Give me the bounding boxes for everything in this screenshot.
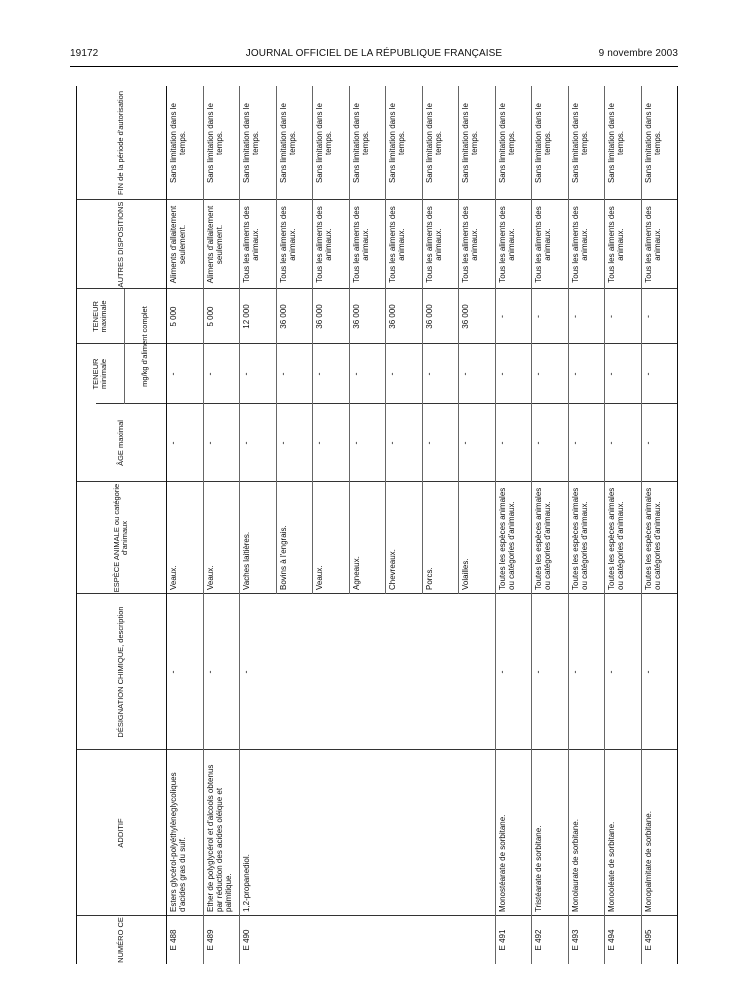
cell-autres: Aliments d'allaitement seulement. [205,205,224,284]
cell-autres: Aliments d'allaitement seulement. [169,205,187,284]
cell-teneur-min: - [496,372,507,376]
cell-age: - [460,441,470,445]
cell-teneur-max: - [642,315,653,318]
cell-teneur-max: 36 000 [461,304,470,329]
column-divider [96,403,677,404]
cell-teneur-max: 36 000 [351,304,361,329]
header-fin: FIN de la période d'autorisation [116,91,125,195]
cell-espece: Veaux. [169,565,178,590]
cell-age: - [423,441,434,445]
header-teneur-max: TENEUR maximale [91,300,108,333]
cell-autres: Tous les aliments des animaux. [570,206,589,283]
cell-age: - [314,441,324,445]
cell-age: - [241,441,251,445]
cell-designation: - [533,670,543,674]
cell-autres: Tous les aliments des animaux. [643,206,662,283]
cell-fin: Sans limitation dans le temps. [205,102,224,184]
cell-autres: Tous les aliments des animaux. [315,206,333,283]
cell-espece: Toutes les espèces animales ou catégories d'animaux. [497,487,516,590]
cell-espece: Toutes les espèces animales ou catégories d'animaux. [534,487,552,590]
cell-teneur-max: 36 000 [424,304,434,329]
cell-designation: - [168,670,178,674]
cell-autres: Tous les aliments des animaux. [461,206,479,283]
cell-additif: Monostéarate de sorbitane. [497,814,507,912]
cell-espece: Porcs. [424,567,434,590]
header-espece: ESPÈCE ANIMALE ou catégorie d'animaux [112,483,129,593]
cell-teneur-min: - [460,372,470,376]
cell-age: - [606,441,616,445]
header-additif: ADDITIF [116,818,125,848]
cell-autres: Tous les aliments des animaux. [534,206,552,283]
cell-fin: Sans limitation dans le temps. [242,102,260,184]
cell-espece: Vaches laitières. [242,531,251,590]
cell-fin: Sans limitation dans le temps. [570,102,589,184]
cell-autres: Tous les aliments des animaux. [607,206,625,283]
header-designation: DÉSIGNATION CHIMIQUE, description [116,606,125,738]
cell-teneur-min: - [350,372,361,376]
cell-numero: E 495 [643,929,653,951]
cell-fin: Sans limitation dans le temps. [607,102,625,184]
cell-age: - [496,441,507,445]
cell-teneur-min: - [533,372,543,376]
cell-teneur-max: 12 000 [242,304,251,329]
cell-numero: E 490 [242,929,251,951]
cell-fin: Sans limitation dans le temps. [424,102,443,184]
cell-teneur-min: - [423,372,434,376]
cell-additif: Monooléate de sorbitane. [607,821,616,912]
cell-fin: Sans limitation dans le temps. [278,102,297,184]
cell-additif: Monolaurate de sorbitane. [570,819,580,912]
cell-espece: Bovins à l'engrais. [278,525,288,590]
rotated-table-container [76,86,681,964]
cell-autres: Tous les aliments des animaux. [278,206,297,283]
cell-fin: Sans limitation dans le temps. [351,102,370,184]
cell-teneur-max: 5 000 [205,306,215,327]
cell-autres: Tous les aliments des animaux. [351,206,370,283]
cell-age: - [350,441,361,445]
header-unite: mg/kg d'aliment complet [140,306,149,387]
header-rule [70,66,678,67]
cell-additif: Monopalmitate de sorbitane. [643,811,653,912]
cell-designation: - [606,670,616,674]
cell-fin: Sans limitation dans le temps. [461,102,479,184]
cell-teneur-min: - [241,372,251,376]
cell-espece: Toutes les espèces animales ou catégories d'animaux. [607,487,625,590]
cell-age: - [204,441,215,445]
cell-espece: Agneaux. [351,556,361,590]
cell-numero: E 492 [534,929,543,951]
publication-date: 9 novembre 2003 [598,48,678,59]
cell-designation: - [569,670,580,674]
cell-teneur-min: - [642,372,653,376]
cell-numero: E 488 [169,929,178,951]
cell-designation: - [241,670,251,674]
header-age: ÂGE maximal [116,420,125,466]
cell-numero: E 491 [497,929,507,951]
cell-teneur-max: - [569,315,580,318]
cell-designation: - [496,670,507,674]
cell-espece: Volailles. [461,558,470,590]
page-number: 19172 [70,48,99,59]
cell-espece: Chevreaux. [388,549,397,590]
cell-espece: Toutes les espèces animales ou catégories d'animaux. [643,487,662,590]
cell-numero: E 489 [205,929,215,951]
cell-age: - [569,441,580,445]
cell-espece: Veaux. [315,565,324,590]
cell-teneur-max: 36 000 [315,304,324,329]
cell-fin: Sans limitation dans le temps. [497,102,516,184]
cell-fin: Sans limitation dans le temps. [388,102,406,184]
cell-fin: Sans limitation dans le temps. [643,102,662,184]
cell-designation: - [642,670,653,674]
cell-teneur-max: 36 000 [388,304,397,329]
cell-teneur-min: - [606,372,616,376]
cell-fin: Sans limitation dans le temps. [169,102,187,184]
cell-teneur-min: - [168,372,178,376]
cell-additif: Esters glycérol-polyéthylèneglycoliques d'acides gras du suif. [169,772,187,912]
cell-teneur-min: - [204,372,215,376]
cell-age: - [533,441,543,445]
cell-espece: Veaux. [205,565,215,590]
cell-teneur-max: - [533,315,543,318]
cell-additif: Tristéarate de sorbitane. [534,825,543,912]
cell-fin: Sans limitation dans le temps. [315,102,333,184]
cell-teneur-max: 36 000 [278,304,288,329]
cell-designation: - [204,670,215,674]
cell-additif: 1,2-propanediol. [242,854,251,912]
header-teneur-min: TENEUR minimale [91,358,108,390]
cell-age: - [277,441,288,445]
additives-table [76,86,681,964]
cell-numero: E 494 [607,929,616,951]
cell-teneur-max: - [606,315,616,318]
cell-teneur-min: - [314,372,324,376]
header-autres: AUTRES DISPOSITIONS [116,201,125,288]
journal-title: JOURNAL OFFICIEL DE LA RÉPUBLIQUE FRANÇAISE [245,48,503,59]
cell-age: - [168,441,178,445]
cell-age: - [387,441,397,445]
header-numero: NUMÉRO CE [116,917,125,963]
cell-age: - [642,441,653,445]
cell-fin: Sans limitation dans le temps. [534,102,552,184]
cell-teneur-max: - [496,315,507,318]
cell-teneur-min: - [569,372,580,376]
cell-autres: Tous les aliments des animaux. [497,206,516,283]
cell-autres: Tous les aliments des animaux. [242,206,260,283]
cell-teneur-min: - [387,372,397,376]
cell-espece: Toutes les espèces animales ou catégories d'animaux. [570,487,589,590]
cell-numero: E 493 [570,929,580,951]
cell-autres: Tous les aliments des animaux. [424,206,443,283]
cell-autres: Tous les aliments des animaux. [388,206,406,283]
cell-teneur-max: 5 000 [169,306,178,327]
table-bottom-rule [677,86,678,964]
cell-additif: Ether de polyglycérol et d'alcools obtenus par réduction des acides oléique et palmitique. [205,764,233,912]
cell-teneur-min: - [277,372,288,376]
